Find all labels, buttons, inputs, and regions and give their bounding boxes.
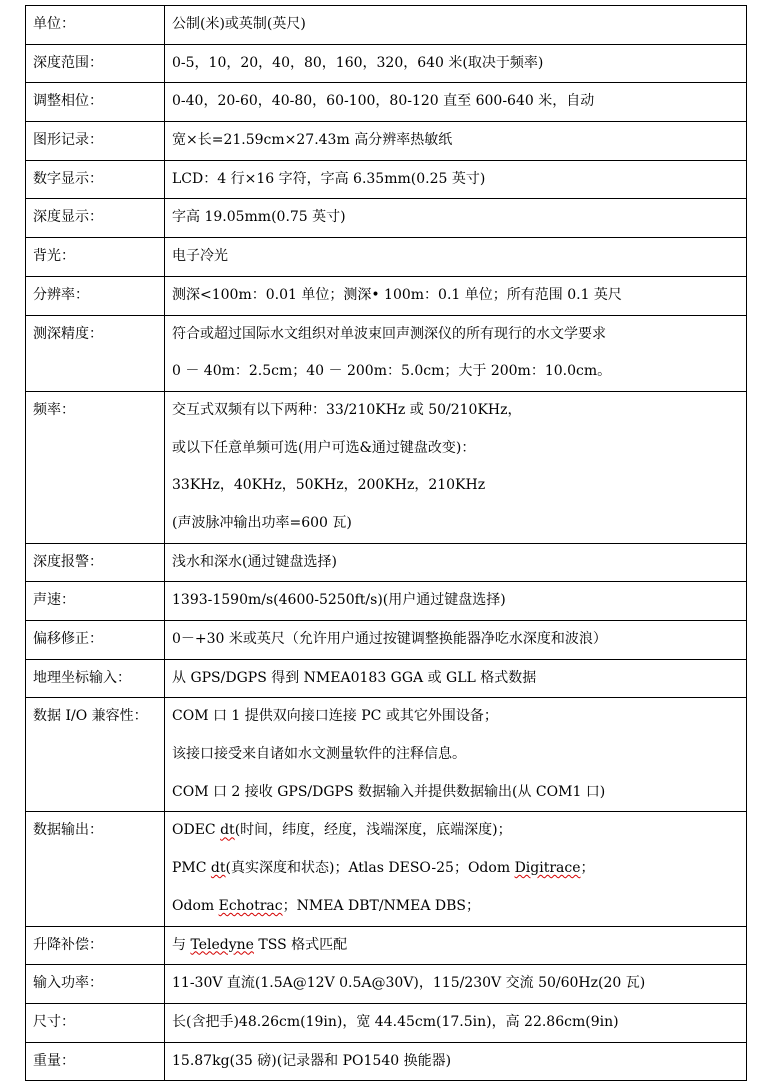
row-label (26, 276, 165, 315)
row-label (26, 391, 165, 543)
value-line (172, 1043, 746, 1081)
table-row (26, 160, 747, 199)
table-row (26, 199, 747, 238)
spellcheck-word: Echotrac (218, 897, 283, 914)
row-value (165, 276, 747, 315)
row-label-text: 测深精度： (33, 325, 103, 342)
row-label-text: 单位： (33, 16, 75, 32)
value-line (172, 161, 746, 199)
table-row (26, 315, 747, 391)
value-text: 从 GPS/DGPS 得到 NMEA0183 GGA 或 GLL 格式数据 (172, 669, 537, 686)
row-label (26, 1003, 165, 1042)
table-row (26, 1003, 747, 1042)
row-value (165, 391, 747, 543)
row-label-text: 深度报警： (33, 553, 103, 570)
spellcheck-word: dt (220, 822, 235, 839)
table-row (26, 698, 747, 812)
row-value (165, 965, 747, 1004)
value-line (172, 698, 746, 736)
row-label (26, 812, 165, 926)
value-text: 公制(米)或英制(英尺) (172, 16, 306, 32)
value-line (172, 850, 746, 888)
value-text: LCD：4 行×16 字符，字高 6.35mm(0.25 英寸) (172, 170, 486, 187)
table-row (26, 276, 747, 315)
row-label (26, 698, 165, 812)
value-text: 该接口接受来自诸如水文测量软件的注释信息。 (172, 746, 466, 763)
row-label-text: 尺寸： (33, 1013, 75, 1030)
value-text: COM 口 1 提供双向接口连接 PC 或其它外围设备； (172, 708, 498, 725)
row-label-text: 声速： (33, 592, 75, 609)
row-value (165, 160, 747, 199)
table-row (26, 122, 747, 161)
table-row (26, 965, 747, 1004)
value-text: 测深<100m：0.01 单位；测深• 100m：0.1 单位；所有范围 0.1 英尺 (172, 286, 622, 303)
value-text: Odom (172, 897, 219, 914)
value-text: 交互式双频有以下两种：33/210KHz 或 50/210KHz， (172, 401, 522, 418)
value-text: 0-40，20-60，40-80，60-100，80-120 直至 600-640 米，自动 (172, 93, 595, 110)
value-line (172, 238, 746, 276)
value-text: ； (580, 860, 595, 877)
value-line (172, 505, 746, 543)
value-line (172, 83, 746, 121)
row-label-text: 频率： (33, 401, 75, 418)
row-value (165, 621, 747, 660)
row-label (26, 83, 165, 122)
row-value (165, 812, 747, 926)
row-label-text: 数字显示： (33, 170, 103, 187)
table-row (26, 926, 747, 965)
value-line (172, 1004, 746, 1042)
value-text: 字高 19.05mm(0.75 英寸) (172, 209, 346, 226)
value-text: (声波脉冲输出功率=600 瓦) (172, 514, 352, 531)
table-row (26, 238, 747, 277)
value-line (172, 6, 746, 44)
spec-table (25, 5, 747, 1081)
row-value (165, 44, 747, 83)
value-text: 11-30V 直流(1.5A@12V 0.5A@30V)，115/230V 交流 50/60Hz(20 瓦) (172, 975, 646, 992)
row-label (26, 659, 165, 698)
row-label (26, 582, 165, 621)
value-line (172, 544, 746, 582)
value-line (172, 467, 746, 505)
table-row (26, 83, 747, 122)
row-label (26, 543, 165, 582)
row-value (165, 315, 747, 391)
row-value (165, 83, 747, 122)
value-text: ODEC (172, 822, 221, 839)
table-row (26, 812, 747, 926)
row-label-text: 调整相位： (33, 93, 103, 110)
spec-table-body (26, 6, 747, 1081)
value-text: 0 － 40m：2.5cm；40 － 200m：5.0cm；大于 200m：10.0cm。 (172, 363, 612, 380)
row-value (165, 6, 747, 45)
row-label-text: 偏移修正： (33, 631, 103, 647)
table-row (26, 582, 747, 621)
value-text: 宽×长=21.59cm×27.43m 高分辨率热敏纸 (172, 132, 453, 149)
table-row (26, 659, 747, 698)
table-row (26, 44, 747, 83)
value-text: 0－+30 米或英尺（允许用户通过按键调整换能器净吃水深度和波浪） (172, 631, 607, 647)
spellcheck-word: dt (210, 860, 226, 877)
value-line (172, 736, 746, 774)
value-line (172, 199, 746, 237)
row-value (165, 199, 747, 238)
value-line (172, 392, 746, 430)
row-label-text: 深度范围： (33, 54, 103, 71)
value-line (172, 277, 746, 315)
spellcheck-word: Teledyne (190, 936, 254, 953)
table-row (26, 1042, 747, 1081)
value-text: 0-5，10，20，40，80，160，320，640 米(取决于频率) (172, 54, 544, 71)
value-text: (时间，纬度，经度，浅端深度，底端深度)； (234, 822, 512, 839)
row-label (26, 926, 165, 965)
value-text: 与 (172, 936, 191, 953)
row-value (165, 926, 747, 965)
value-text: 符合或超过国际水文组织对单波束回声测深仪的所有现行的水文学要求 (172, 325, 606, 342)
value-line (172, 888, 746, 926)
row-value (165, 238, 747, 277)
value-line (172, 965, 746, 1003)
row-label-text: 背光： (33, 248, 75, 265)
value-text: 15.87kg(35 磅)(记录器和 PO1540 换能器) (172, 1052, 452, 1069)
row-label-text: 数据 I/O 兼容性： (33, 708, 148, 725)
spellcheck-word: Digitrace (514, 860, 581, 877)
value-text: PMC (172, 860, 211, 877)
row-label-text: 输入功率： (33, 975, 103, 992)
row-label (26, 122, 165, 161)
row-value (165, 582, 747, 621)
row-label-text: 重量： (33, 1052, 75, 1069)
row-value (165, 543, 747, 582)
row-label (26, 965, 165, 1004)
value-text: 长(含把手)48.26cm(19in)，宽 44.45cm(17.5in)，高 22.86cm(9in) (172, 1013, 619, 1030)
value-text: 浅水和深水(通过键盘选择) (172, 553, 337, 570)
row-value (165, 122, 747, 161)
row-label (26, 238, 165, 277)
table-row (26, 6, 747, 45)
row-label-text: 地理坐标输入： (33, 669, 131, 686)
row-label (26, 160, 165, 199)
value-line (172, 660, 746, 698)
value-line (172, 45, 746, 83)
value-text: ；NMEA DBT/NMEA DBS； (282, 897, 481, 914)
row-label-text: 数据输出： (33, 822, 103, 839)
row-value (165, 1003, 747, 1042)
row-label (26, 621, 165, 660)
value-line (172, 621, 746, 659)
row-label (26, 315, 165, 391)
value-line (172, 774, 746, 812)
value-line (172, 353, 746, 391)
table-row (26, 391, 747, 543)
value-text: (真实深度和状态)；Atlas DESO-25；Odom (225, 860, 515, 877)
value-text: 1393-1590m/s(4600-5250ft/s)(用户通过键盘选择) (172, 592, 506, 609)
row-value (165, 659, 747, 698)
value-text: 电子冷光 (172, 248, 228, 265)
table-row (26, 621, 747, 660)
row-label (26, 6, 165, 45)
value-text: COM 口 2 接收 GPS/DGPS 数据输入并提供数据输出(从 COM1 口) (172, 783, 606, 800)
row-value (165, 1042, 747, 1081)
row-label-text: 分辨率： (33, 286, 89, 303)
row-label (26, 1042, 165, 1081)
value-line (172, 430, 746, 468)
row-label (26, 44, 165, 83)
value-line (172, 582, 746, 620)
row-value (165, 698, 747, 812)
row-label-text: 深度显示： (33, 209, 103, 226)
row-label (26, 199, 165, 238)
value-line (172, 316, 746, 354)
value-text: TSS 格式匹配 (253, 936, 348, 953)
value-line (172, 812, 746, 850)
value-line (172, 122, 746, 160)
row-label-text: 升降补偿： (33, 936, 103, 953)
value-text: 或以下任意单频可选(用户可选&通过键盘改变)： (172, 439, 476, 456)
table-row (26, 543, 747, 582)
value-line (172, 927, 746, 965)
value-text: 33KHz，40KHz，50KHz，200KHz，210KHz (172, 477, 486, 494)
row-label-text: 图形记录： (33, 132, 103, 149)
